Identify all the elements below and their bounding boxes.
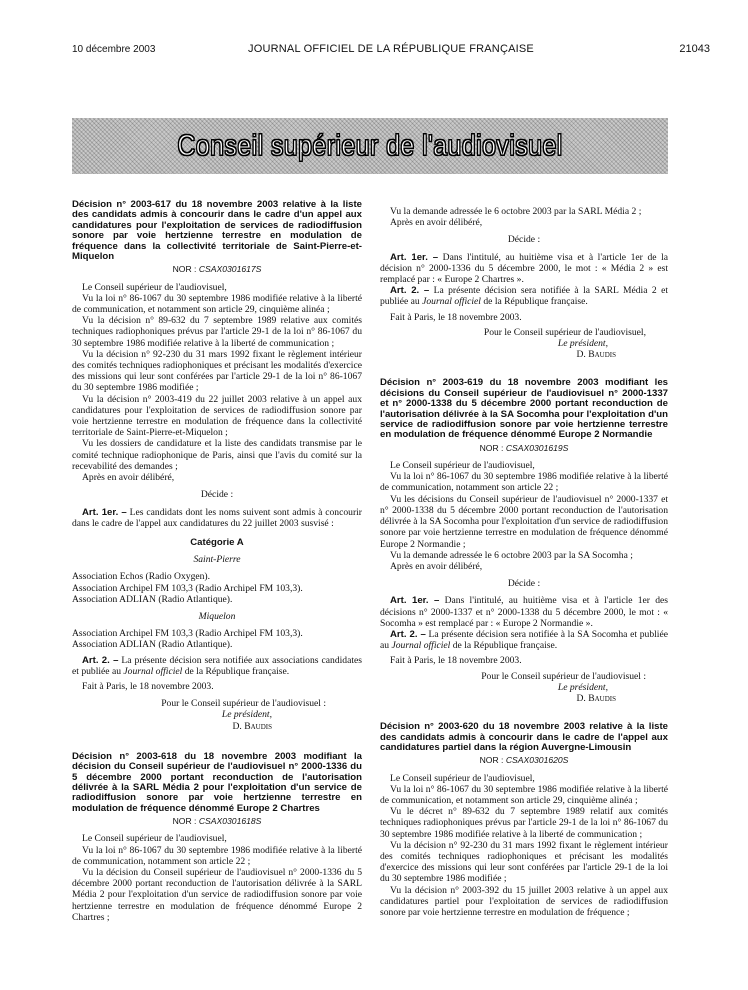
article-1 [380, 595, 668, 629]
article-label: Art. 2. – [390, 285, 430, 297]
nor-reference [380, 755, 668, 766]
section-banner [72, 118, 668, 174]
article-1 [72, 507, 362, 529]
done-line: Fait à Paris, le 18 novembre 2003. [390, 655, 522, 667]
journal-name: Journal officiel [422, 296, 481, 308]
nor-reference [72, 264, 362, 275]
list-item: Association Archipel FM 103,3 (Radio Archipel FM 103,3). [72, 628, 303, 640]
list-item: Association ADLIAN (Radio Atlantique). [72, 593, 233, 605]
article-label: Art. 1er. – [390, 251, 439, 263]
paragraph: Vu la loi n° 86-1067 du 30 septembre 1986 modifiée relative à la liberté de communication, notamment son article 22 ; [380, 471, 668, 494]
signature-name: D. Baudis [576, 692, 616, 704]
decision-2003-618-continued [380, 206, 668, 360]
nor-label: NOR : [172, 264, 197, 275]
signature-for: Pour le Conseil supérieur de l'audiovisuel : [481, 670, 646, 682]
section-banner-title: Conseil supérieur de l'audiovisuel [177, 129, 563, 162]
paragraph: Vu la décision n° 92-230 du 31 mars 1992 fixant le règlement intérieur des comités techniques radiophoniques et précisant les modalités d'exercice des missions qui leur sont conférées par l'article 29-1 de la loi n° 86-1067 du 30 septembre 1986 modifiée ; [72, 348, 362, 394]
nor-reference [380, 443, 668, 454]
place-heading: Saint-Pierre [193, 554, 241, 566]
article-label: Art. 1er. – [390, 595, 440, 607]
signature-title: Le président, [557, 681, 608, 693]
journal-name: Journal officiel [391, 640, 451, 652]
signature-for: Pour le Conseil supérieur de l'audiovisuel : [161, 698, 326, 710]
nor-code: CSAX0301619S [505, 442, 569, 453]
header-date: 10 décembre 2003 [72, 44, 156, 55]
paragraph: Vu le décret n° 89-632 du 7 septembre 1989 relatif aux comités techniques radiophoniques prévus par l'article 29-1 de la loi n° 86-1067 du 30 septembre 1986 modifiée relative à la liberté de communication ; [380, 806, 668, 840]
nor-code: CSAX0301617S [198, 264, 262, 275]
article-label: Art. 2. – [390, 628, 426, 640]
nor-code: CSAX0301618S [198, 816, 262, 827]
decide-heading: Décide : [200, 489, 234, 501]
article-1 [380, 252, 668, 286]
list-item: Association ADLIAN (Radio Atlantique). [72, 639, 233, 651]
category-heading: Catégorie A [190, 536, 244, 548]
article-2 [380, 629, 668, 651]
decision-title: Décision n° 2003-620 du 18 novembre 2003 relative à la liste des candidats admis à concourir dans le cadre de l'appel aux candidatures partiel dans la région Auvergne-Limousin [380, 721, 668, 753]
article-2 [72, 655, 362, 677]
header-page-number: 21043 [679, 43, 710, 55]
decision-2003-620 [380, 722, 668, 918]
article-text: La présente décision sera notifiée aux associations candidates et publiée au [72, 654, 362, 677]
paragraph: Vu les décisions du Conseil supérieur de l'audiovisuel n° 2000-1337 et n° 2000-1338 du 5 décembre 2000 portant reconduction de l'autorisation délivrée à la SA Socomha pour l'exploitation d'un service de radiodiffusion sonore par voie hertzienne terrestre en modulation de fréquence dénommé Europe 2 Normandie ; [380, 493, 668, 550]
paragraph: Le Conseil supérieur de l'audiovisuel, [82, 281, 227, 293]
article-text: Dans l'intitulé, au huitième visa et à l'article 1er de la décision n° 2000-1336 du 5 décembre 2000, le mot : « Média 2 » est remplacé par : « Europe 2 Chartres ». [380, 251, 668, 286]
nor-reference [72, 816, 362, 827]
paragraph: Vu la loi n° 86-1067 du 30 septembre 1986 modifiée relative à la liberté de communication, et notamment son article 29, cinquième alinéa ; [380, 783, 668, 806]
paragraph: Le Conseil supérieur de l'audiovisuel, [390, 772, 535, 784]
paragraph: Vu la décision n° 2003-392 du 15 juillet 2003 relative à un appel aux candidatures partiel pour l'exploitation de services de radiodiffusion sonore par voie hertzienne terrestre en modulation de fréquence ; [380, 884, 668, 918]
decision-title: Décision n° 2003-617 du 18 novembre 2003 relative à la liste des candidats admis à concourir dans le cadre d'un appel aux candidatures pour l'exploitation de services de radiodiffusion sonore par voie hertzienne terrestre en modulation de fréquence dans la collectivité territoriale de Saint-Pierre-et-Miquelon [72, 199, 362, 263]
article-text: Les candidats dont les noms suivent sont admis à concourir dans le cadre de l'appel aux candidatures du 22 juillet 2003 susvisé : [72, 506, 362, 529]
right-column [380, 206, 668, 918]
decision-2003-618 [72, 752, 362, 923]
article-label: Art. 1er. – [82, 506, 127, 518]
decision-2003-619 [380, 378, 668, 704]
decide-heading: Décide : [507, 578, 541, 590]
paragraph: Vu la décision n° 92-230 du 31 mars 1992 fixant le règlement intérieur des comités techniques radiophoniques et précisant les modalités d'exercice des missions qui leur sont conférées par l'article 29-1 de la loi du 30 septembre 1986 modifiée ; [380, 839, 668, 885]
article-label: Art. 2. – [82, 654, 119, 666]
paragraph: Vu la décision n° 2003-419 du 22 juillet 2003 relative à un appel aux candidatures pour l'exploitation de services de radiodiffusion sonore par voie hertzienne terrestre en modulation de fréquence dans la collectivité territoriale de Saint-Pierre-et-Miquelon ; [72, 393, 362, 439]
nor-label: NOR : [172, 816, 197, 827]
done-line: Fait à Paris, le 18 novembre 2003. [390, 311, 522, 323]
signature-name: D. Baudis [576, 349, 616, 361]
nor-label: NOR : [479, 755, 504, 766]
paragraph: Vu la décision du Conseil supérieur de l'audiovisuel n° 2000-1336 du 5 décembre 2000 portant reconduction de l'autorisation délivrée à la SARL Média 2 pour l'exploitation d'un service de radiodiffusion sonore par voie hertzienne terrestre en modulation de fréquence dénommé Europe 2 Chartres ; [72, 867, 362, 923]
article-text: de la République française. [480, 296, 588, 308]
page-header [72, 42, 710, 58]
paragraph: Le Conseil supérieur de l'audiovisuel, [82, 833, 227, 845]
paragraph: Après en avoir délibéré, [390, 217, 483, 229]
decision-title: Décision n° 2003-618 du 18 novembre 2003 modifiant la décision du Conseil supérieur de l'audiovisuel n° 2000-1336 du 5 décembre 2000 portant reconduction de l'autorisation délivrée à la SARL Média 2 pour l'exploitation d'un service de radiodiffusion sonore par voie hertzienne terrestre en modulation de fréquence dénommé Europe 2 Chartres [72, 750, 362, 814]
article-text: de la République française. [182, 665, 290, 677]
paragraph: Vu la demande adressée le 6 octobre 2003 par la SARL Média 2 ; [390, 206, 642, 217]
left-column [72, 200, 362, 923]
article-text: de la République française. [450, 640, 558, 652]
decision-title: Décision n° 2003-619 du 18 novembre 2003 modifiant les décisions du Conseil supérieur de l'audiovisuel n° 2000-1337 et n° 2000-1338 du 5 décembre 2000 portant reconduction de l'autorisation délivrée à la SA Socomha pour l'exploitation d'un service de radiodiffusion sonore par voie hertzienne terrestre en modulation de fréquence dénommé Europe 2 Normandie [380, 377, 668, 441]
article-text: La présente décision sera notifiée à la SARL Média 2 et publiée au [380, 285, 668, 308]
article-text: La présente décision sera notifiée à la SA Socomha et publiée au [380, 628, 668, 652]
decision-2003-617 [72, 200, 362, 732]
signature-title: Le président, [221, 709, 272, 721]
signature-title: Le président, [557, 338, 608, 350]
paragraph: Vu la loi n° 86-1067 du 30 septembre 1986 modifiée relative à la liberté de communication, notamment son article 22 ; [72, 844, 362, 867]
list-item: Association Archipel FM 103,3 (Radio Archipel FM 103,3). [72, 582, 303, 594]
paragraph: Le Conseil supérieur de l'audiovisuel, [390, 460, 535, 472]
journal-name: Journal officiel [123, 665, 183, 677]
paragraph: Après en avoir délibéré, [390, 560, 483, 572]
signature-for: Pour le Conseil supérieur de l'audiovisuel, [483, 326, 646, 338]
place-heading: Miquelon [198, 610, 236, 622]
signature-name: D. Baudis [232, 720, 272, 732]
article-text: Dans l'intitulé, au huitième visa et à l'article 1er des décisions n° 2000-1337 et n° 2000-1338 du 5 décembre 2000, le mot : « Socomha » est remplacé par : « Europe 2 Normandie ». [380, 595, 668, 629]
paragraph: Après en avoir délibéré, [82, 472, 175, 484]
nor-label: NOR : [479, 442, 504, 453]
decide-heading: Décide : [507, 234, 541, 246]
list-item: Association Echos (Radio Oxygen). [72, 571, 211, 583]
paragraph: Vu la demande adressée le 6 octobre 2003 par la SA Socomha ; [390, 549, 633, 561]
done-line: Fait à Paris, le 18 novembre 2003. [82, 680, 214, 692]
paragraph: Vu la loi n° 86-1067 du 30 septembre 1986 modifiée relative à la liberté de communication, et notamment son article 29, cinquième alinéa ; [72, 292, 362, 316]
article-2 [380, 285, 668, 307]
header-journal-title: JOURNAL OFFICIEL DE LA RÉPUBLIQUE FRANÇAISE [248, 43, 534, 55]
nor-code: CSAX0301620S [505, 755, 569, 766]
paragraph: Vu la décision n° 89-632 du 7 septembre 1989 relative aux comités techniques radiophoniques prévus par l'article 29-1 de la loi n° 86-1067 du 30 septembre 1986 modifiée relative à la liberté de communication ; [72, 315, 362, 349]
paragraph: Vu les dossiers de candidature et la liste des candidats transmise par le comité technique radiophonique de Paris, ainsi que l'avis du comité sur la recevabilité des demandes ; [72, 438, 362, 472]
